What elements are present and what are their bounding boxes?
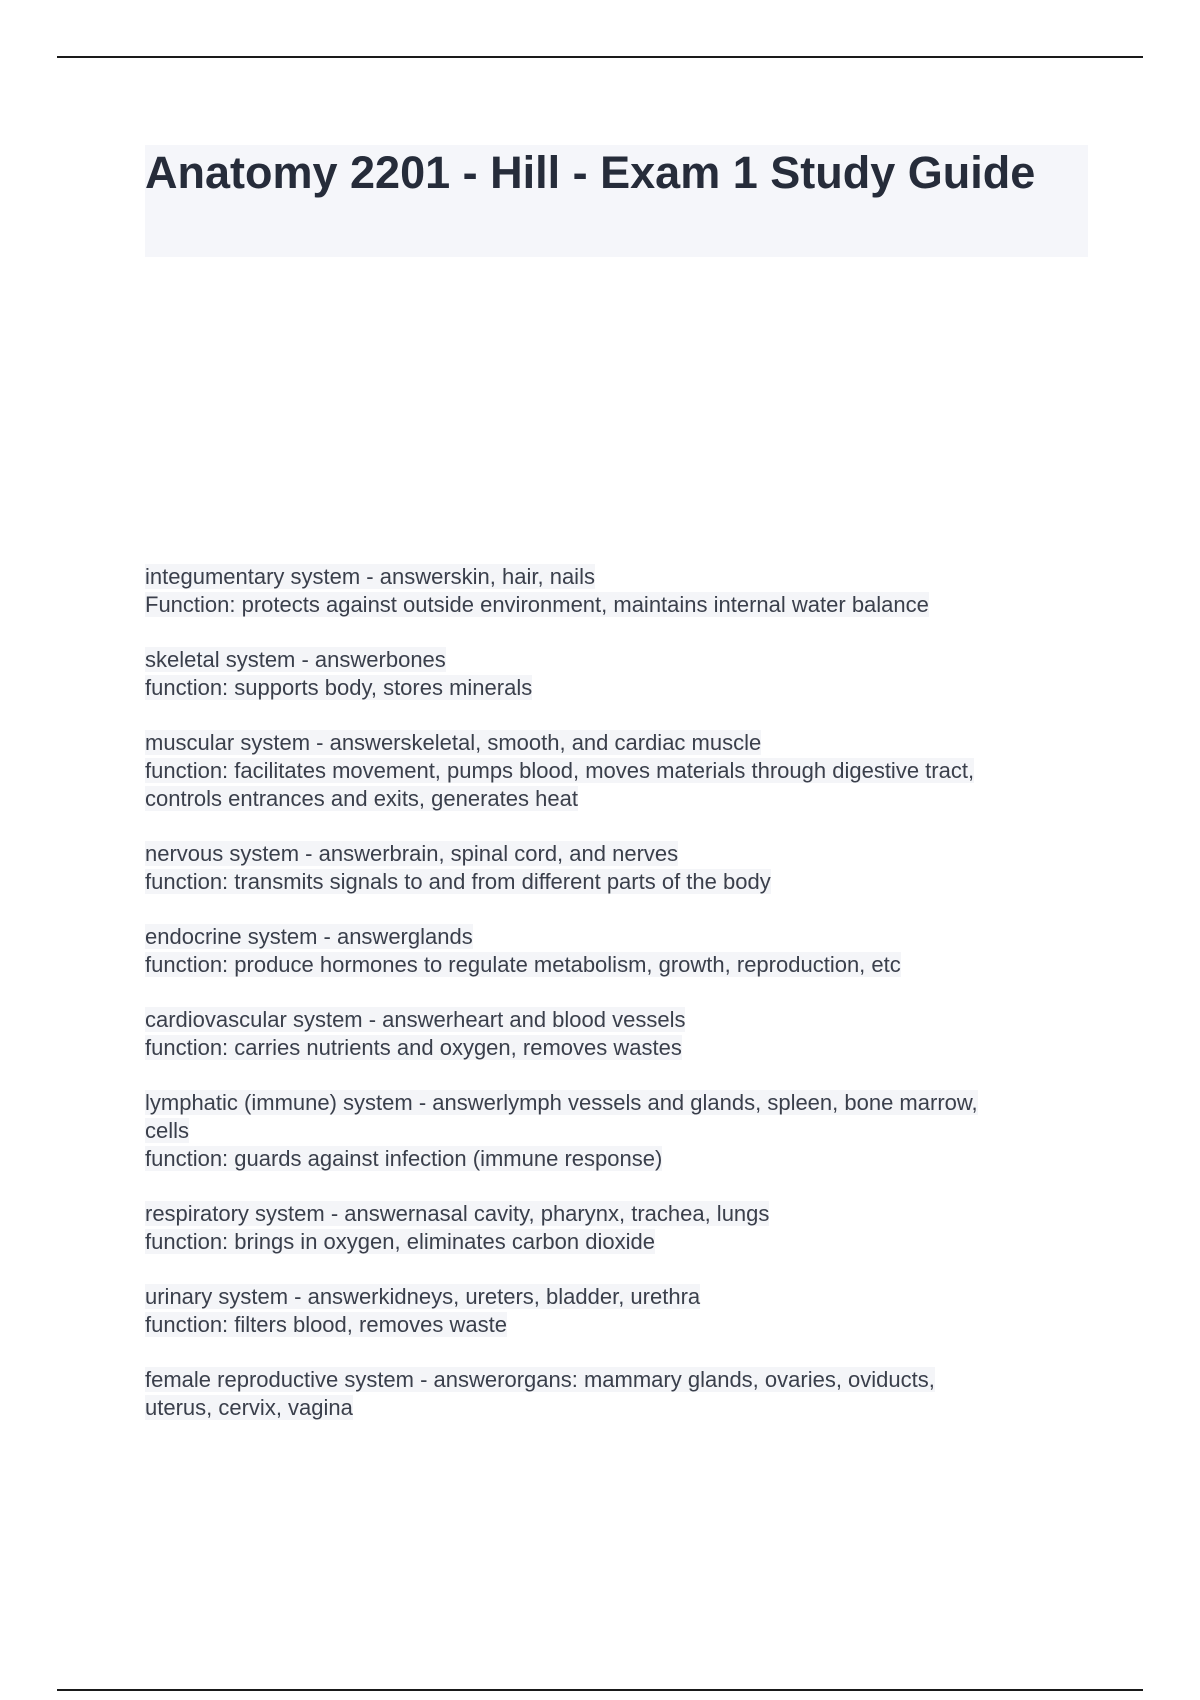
study-entry	[145, 1006, 1085, 1062]
bottom-divider	[57, 1689, 1143, 1691]
entry-detail-line	[145, 1034, 1085, 1062]
entry-text: function: produce hormones to regulate metabolism, growth, reproduction, etc	[145, 952, 901, 977]
entry-text: uterus, cervix, vagina	[145, 1395, 353, 1420]
entry-text: cardiovascular system - answerheart and blood vessels	[145, 1007, 686, 1032]
entry-term-line	[145, 1366, 1085, 1394]
entry-term-line	[145, 1006, 1085, 1034]
entry-text: function: supports body, stores minerals	[145, 675, 533, 700]
study-entry	[145, 563, 1085, 619]
entry-text: function: filters blood, removes waste	[145, 1312, 507, 1337]
entry-text: function: transmits signals to and from different parts of the body	[145, 869, 771, 894]
entry-detail-line	[145, 1311, 1085, 1339]
entry-term-line	[145, 1283, 1085, 1311]
entry-detail-line	[145, 1145, 1085, 1173]
entry-text: function: carries nutrients and oxygen, removes wastes	[145, 1035, 682, 1060]
entry-text: muscular system - answerskeletal, smooth, and cardiac muscle	[145, 730, 762, 755]
study-entry	[145, 1200, 1085, 1256]
entry-text: function: guards against infection (immune response)	[145, 1146, 663, 1171]
page-title: Anatomy 2201 - Hill - Exam 1 Study Guide	[145, 147, 1036, 198]
entry-detail-line	[145, 785, 1085, 813]
entry-detail-line	[145, 1394, 1085, 1422]
entry-term-line	[145, 729, 1085, 757]
study-entry	[145, 646, 1085, 702]
entry-text: urinary system - answerkidneys, ureters, bladder, urethra	[145, 1284, 701, 1309]
study-entry	[145, 840, 1085, 896]
entry-text: integumentary system - answerskin, hair, nails	[145, 564, 595, 589]
entry-text: cells	[145, 1118, 190, 1143]
entry-detail-line	[145, 674, 1085, 702]
entry-detail-line	[145, 757, 1085, 785]
entry-detail-line	[145, 1117, 1085, 1145]
entry-text: nervous system - answerbrain, spinal cord, and nerves	[145, 841, 679, 866]
entry-text: Function: protects against outside environment, maintains internal water balance	[145, 592, 929, 617]
study-entry	[145, 1283, 1085, 1339]
entry-term-line	[145, 646, 1085, 674]
entry-term-line	[145, 563, 1085, 591]
entry-term-line	[145, 1089, 1085, 1117]
top-divider	[57, 56, 1143, 58]
study-entry	[145, 923, 1085, 979]
entry-text: function: facilitates movement, pumps blood, moves materials through digestive tract,	[145, 758, 975, 783]
entry-detail-line	[145, 868, 1085, 896]
entry-term-line	[145, 1200, 1085, 1228]
entry-term-line	[145, 923, 1085, 951]
entry-term-line	[145, 840, 1085, 868]
title-block	[145, 145, 1088, 257]
entry-text: endocrine system - answerglands	[145, 924, 473, 949]
study-entry	[145, 1366, 1085, 1422]
entry-detail-line	[145, 591, 1085, 619]
entry-detail-line	[145, 1228, 1085, 1256]
entry-text: controls entrances and exits, generates heat	[145, 786, 578, 811]
entry-text: female reproductive system - answerorgans: mammary glands, ovaries, oviducts,	[145, 1367, 935, 1392]
study-guide-entries	[145, 563, 1085, 1449]
study-entry	[145, 729, 1085, 813]
entry-detail-line	[145, 951, 1085, 979]
entry-text: function: brings in oxygen, eliminates carbon dioxide	[145, 1229, 655, 1254]
entry-text: respiratory system - answernasal cavity, pharynx, trachea, lungs	[145, 1201, 770, 1226]
study-entry	[145, 1089, 1085, 1173]
entry-text: skeletal system - answerbones	[145, 647, 446, 672]
entry-text: lymphatic (immune) system - answerlymph vessels and glands, spleen, bone marrow,	[145, 1090, 978, 1115]
